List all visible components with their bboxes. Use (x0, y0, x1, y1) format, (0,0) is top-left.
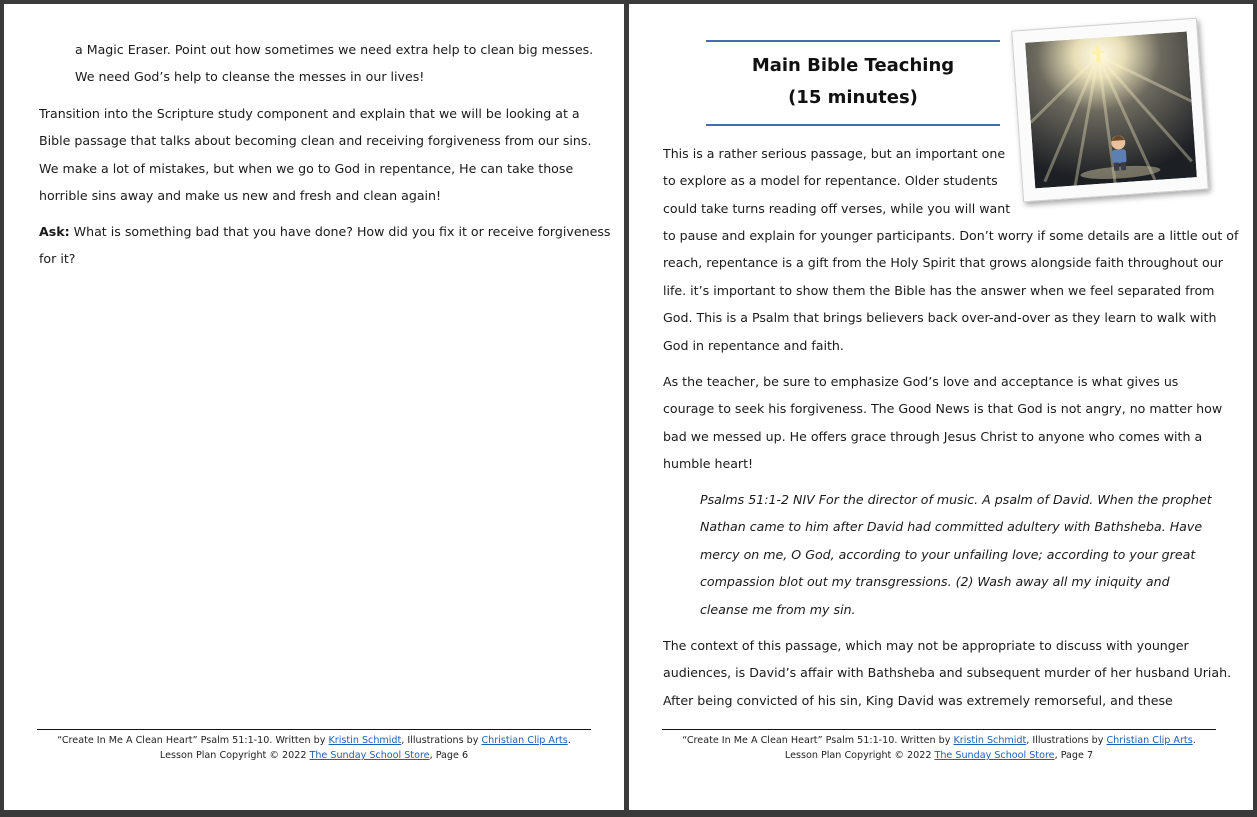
text-line: to explore as a model for repentance. Older students (663, 173, 998, 189)
heading-duration: (15 minutes) (788, 87, 918, 108)
text-line (39, 218, 619, 245)
paragraph-magic-eraser (75, 36, 615, 91)
footer-text: Lesson Plan Copyright © 2022 (159, 750, 310, 761)
text-line: After being convicted of his sin, King David was extremely remorseful, and these (663, 692, 1173, 708)
page-number: , Page 7 (1054, 750, 1094, 761)
section-heading (706, 50, 1000, 114)
text-line: could take turns reading off verses, while you will want (663, 200, 1011, 216)
page-number: , Page 6 (429, 750, 469, 761)
scripture-quote (700, 486, 1245, 623)
praying-child-in-light-icon (1025, 31, 1197, 188)
store-link[interactable]: The Sunday School Store (934, 750, 1055, 761)
paragraph-intro (663, 222, 1248, 359)
quote-line: Psalms 51:1-2 NIV For the director of music. A psalm of David. When the prophet (700, 492, 1212, 507)
ask-label: Ask: (39, 224, 70, 239)
text-line: We need God’s help to cleanse the messes in our lives! (75, 69, 425, 85)
text-line: reach, repentance is a gift from the Holy Spirit that grows alongside faith throughout our (663, 255, 1223, 271)
footer-line-copyright (662, 748, 1216, 763)
text-line: horrible sins away and make us new and fresh and clean again! (39, 188, 442, 204)
quote-line: cleanse me from my sin. (700, 601, 856, 617)
paragraph-intro-short (663, 140, 1013, 222)
quote-line: Nathan came to him after David had committed adultery with Bathsheba. Have (700, 519, 1203, 535)
footer-text: , Illustrations by (1026, 735, 1107, 746)
heading-bottom-rule (706, 124, 1000, 126)
footer-text: , Illustrations by (401, 735, 482, 746)
footer-line-copyright (37, 748, 591, 763)
footer-text: “Create In Me A Clean Heart” Psalm 51:1-10. Written by (682, 735, 954, 746)
text-line: life. it’s important to show them the Bible has the answer when we feel separated from (663, 282, 1215, 298)
heading-title: Main Bible Teaching (751, 55, 955, 76)
text-line: bad we messed up. He offers grace through Jesus Christ to anyone who comes with a (663, 428, 1203, 444)
paragraph-transition (39, 100, 619, 210)
text-line: We make a lot of mistakes, but when we go to God in repentance, He can take those (39, 160, 574, 176)
quote-line: compassion blot out my transgressions. (2) Wash away all my iniquity and (700, 574, 1170, 590)
text-line: a Magic Eraser. Point out how sometimes we need extra help to clean big messes. (75, 42, 594, 57)
document-page-6 (4, 4, 624, 810)
text-line: As the teacher, be sure to emphasize God’s love and acceptance is what gives us (663, 374, 1179, 389)
heading-top-rule (706, 40, 1000, 42)
text-line: God in repentance and faith. (663, 337, 844, 353)
author-link[interactable]: Kristin Schmidt (953, 735, 1027, 746)
paragraph-teacher-note (663, 368, 1248, 478)
text-line: courage to seek his forgiveness. The Good News is that God is not angry, no matter how (663, 401, 1223, 417)
lesson-illustration (1011, 18, 1209, 203)
footer-line-credits (37, 733, 591, 748)
text-line: God. This is a Psalm that brings believers back over-and-over as they learn to walk with (663, 310, 1217, 326)
paragraph-ask (39, 218, 619, 273)
paragraph-context (663, 632, 1248, 714)
footer-divider (662, 729, 1216, 730)
footer-divider (37, 729, 591, 730)
text-line: This is a rather serious passage, but an important one (663, 146, 1006, 161)
text-line: Bible passage that talks about becoming clean and receiving forgiveness from our sins. (39, 133, 592, 149)
ask-question: What is something bad that you have done? How did you fix it or receive forgiveness (69, 224, 611, 239)
document-page-7 (629, 4, 1253, 810)
footer-line-credits (662, 733, 1216, 748)
store-link[interactable]: The Sunday School Store (309, 750, 430, 761)
footer-text: . (1192, 735, 1196, 746)
text-line: humble heart! (663, 456, 754, 472)
text-line: for it? (39, 251, 76, 267)
illustrator-link[interactable]: Christian Clip Arts (481, 735, 568, 746)
text-line: The context of this passage, which may not be appropriate to discuss with younger (663, 638, 1189, 653)
page-footer (662, 733, 1216, 763)
text-line: audiences, is David’s affair with Bathsheba and subsequent murder of her husband Uriah. (663, 665, 1232, 681)
quote-line: mercy on me, O God, according to your unfailing love; according to your great (700, 546, 1196, 562)
text-line: Transition into the Scripture study component and explain that we will be looking at a (39, 106, 580, 121)
footer-text: “Create In Me A Clean Heart” Psalm 51:1-10. Written by (57, 735, 329, 746)
text-line: to pause and explain for younger participants. Don’t worry if some details are a little out of (663, 228, 1239, 243)
footer-text: . (567, 735, 571, 746)
author-link[interactable]: Kristin Schmidt (328, 735, 402, 746)
footer-text: Lesson Plan Copyright © 2022 (784, 750, 935, 761)
illustrator-link[interactable]: Christian Clip Arts (1106, 735, 1193, 746)
page-footer (37, 733, 591, 763)
